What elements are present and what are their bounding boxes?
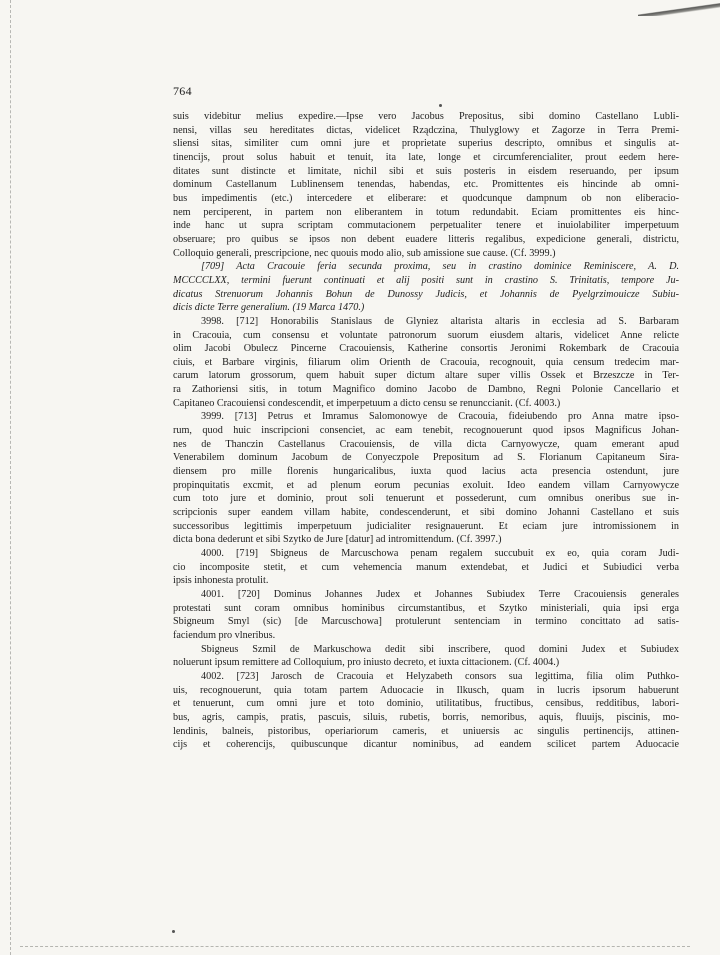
text-line: nem perciperent, in partem non eliberantem in totum redundabit. Eciam promittentes eis hinc- (173, 206, 679, 218)
text-line: 4002. [723] Jarosch de Cracouia et Helyzabeth consors sua legittima, filia olim Puthko- (201, 670, 679, 682)
text-line: noluerunt ipsum remittere ad Colloquium, pro iniusto decreto, et iuxta cittacionem. (Cf. 4004.) (173, 657, 560, 669)
text-line: bus impedimentis (etc.) intercedere et eliberare: et quodcunque dampnum ob non eliberacio- (173, 192, 679, 204)
text-line: propinquitatis excmit, et ad plenum eorum pecunias exoluit. Ideo eandem villam Carnyowycze (173, 479, 679, 491)
text-line: 4001. [720] Dominus Johannes Judex et Johannes Subiudex Terre Cracouiensis generales (201, 588, 679, 600)
page-text (173, 110, 679, 752)
text-line: dicis dicte Terre generalium. (19 Marca 1470.) (173, 302, 365, 314)
text-line: olim Jacobi Obulecz Pincerne Cracouiensis, Katherine consortis Jeronimi Rokembark de Cracouia (173, 343, 679, 355)
text-line: Sbigneum Smyl (sic) [de Marcuschowa] protulerunt sentenciam in termino concittato ad satis- (173, 616, 679, 628)
text-line: Venerabilem dominum Jacobum de Conyeczpole Prepositum ad S. Florianum Capitaneum Sira- (173, 452, 679, 464)
text-line: diensem pro mille florenis hungaricalibus, iuxta quod lacius acta presencia ostendunt, jure (173, 466, 679, 478)
text-line: dicta bona dederunt et sibi Szytko de Jure [datur] ad intromittendum. (Cf. 3997.) (173, 534, 502, 546)
text-line: in Cracouia, cum consensu et voluntate patronorum suorum eiusdem altaris, videlicet Anne relicte (173, 329, 679, 341)
text-line: bus, agris, campis, pratis, pascuis, siluis, rubetis, borris, nemoribus, aquis, fluuijs, piscinis, mo- (173, 711, 679, 723)
text-line: Sbigneus Szmil de Markuschowa dedit sibi inscribere, quod domini Judex et Subiudex (201, 643, 679, 655)
text-line: sliensi sitas, similiter cum omni jure et proprietate superius descripto, omnibus et singulis at- (173, 138, 679, 150)
text-line: cijs et coherencijs, quibuscunque dicantur nominibus, ad eandem scilicet partem Aduocacie (173, 739, 679, 751)
text-line: protestati sunt coram omnibus hominibus circumstantibus, et Szytko ministeriali, quia ipsi erga (173, 602, 679, 614)
text-line: MCCCCLXX, termini fuerunt continuati et alij positi sunt in crastino S. Trinitatis, tempore Ju- (173, 274, 679, 286)
text-line: dicatus Strenuorum Johannis Bohun de Dunossy Judicis, et Johannis de Pyelgrzimouicze Subiu- (173, 288, 679, 300)
scan-left-edge (10, 0, 11, 955)
text-line: suis videbitur melius expedire.—Ipse vero Jacobus Prepositus, sibi domino Castellano Lubli- (173, 111, 679, 122)
ink-speck (439, 104, 442, 107)
text-line: ciuis, et Barbare virginis, filiarum olim Orienth de Cracouia, recognouit, quia censum tredecim mar- (173, 356, 679, 368)
text-line: rum, quod huic inscripcioni consenciet, ac eam tenebit, recognouerunt quod ipsos Magnificus Johan- (173, 425, 679, 437)
text-line: obseruare; pro quibus se ipsos non debent euadere litteris regalibus, expedicione generali, districtu, (173, 233, 679, 245)
text-line: Colloquio generali, prescripcione, nec quouis modo alio, sub amissione sue cause. (Cf. 3999.) (173, 247, 556, 259)
text-line: cum toto jure et dominio, prout soli tenuerunt et possederunt, cum omnibus oneribus sue in- (173, 493, 679, 505)
text-line: ra Zathoriensi sitis, in totum Magnifico domino Jacobo de Dambno, Regni Polonie Cancellario et (173, 384, 679, 396)
text-line: 4000. [719] Sbigneus de Marcuschowa penam regalem succubuit ex eo, quia coram Judi- (201, 548, 679, 559)
text-line: nes de Thanczin Castellanus Cracouiensis, de villa dicta Carnyowycze, quam emerant apud (173, 438, 679, 450)
text-line: et tenuerunt, cum omni jure et toto dominio, utilitatibus, fructibus, censibus, redditibus, labori- (173, 698, 679, 710)
text-line: lendinis, balneis, pistoribus, operiariorum cameris, et uniuersis ac singulis pertinencijs, attinen- (173, 725, 679, 737)
text-line: ditates sunt distincte et limitate, nichil sibi et suis posteris in eisdem reseruando, per ipsum (173, 165, 679, 177)
text-line: 3998. [712] Honorabilis Stanislaus de Glyniez altarista altaris in ecclesia ad S. Barbaram (201, 315, 679, 327)
text-line: carum latorum grossorum, quem habuit super dictum altare super villis Ossek et Brzeszcze in Ter- (173, 370, 679, 382)
text-line: 3999. [713] Petrus et Imramus Salomonowye de Cracouia, fideiubendo pro Anna matre ipso- (201, 411, 679, 423)
text-line: scripcionis super eandem villam habite, condescenderunt, et sibi domino Johanni Castellano et suis (173, 507, 679, 519)
text-line: uis, recognouerunt, quia totam partem Aduocacie in Ilkusch, quam in lucris ipsorum habuerunt (173, 684, 679, 696)
scan-bottom-edge (20, 946, 690, 947)
text-line: dominum Castellanum Lublinensem tenendas, habendas, etc. Promittentes eis hincinde ab omni- (173, 179, 679, 191)
text-line: cio incomposite stetit, et cum vehemencia manum extendebat, et Judici et Subiudici verba (173, 561, 679, 573)
page-number: 764 (173, 84, 192, 98)
ink-speck (172, 930, 175, 933)
scan-corner-mark (638, 2, 720, 16)
text-line: nensi, villas seu hereditates dictas, videlicet Rządczina, Thulyglowy et Zagorze in Terra Premi- (173, 124, 679, 136)
text-line: [709] Acta Cracouie feria secunda proxima, seu in crastino dominice Reminiscere, A. D. (201, 261, 679, 273)
text-line: ipsis inhonesta protulit. (173, 575, 269, 587)
text-line: faciendum pro vlneribus. (173, 629, 276, 641)
text-line: tinencijs, prout solus habuit et tenuit, ita late, longe et circumferencialiter, prout eedem here- (173, 151, 679, 163)
text-line: Capitaneo Cracouiensi condescendit, et imperpetuum a dicto censu se renunccianit. (Cf. 4003.) (173, 397, 561, 409)
text-line: successoribus legittimis imperpetuum judicialiter resignauerunt. Et eciam jure intromissionem in (173, 520, 679, 532)
text-line: inde hanc ut supra scriptam commutacionem perpetualiter tenere et inuiolabiliter imperpetuum (173, 220, 679, 232)
